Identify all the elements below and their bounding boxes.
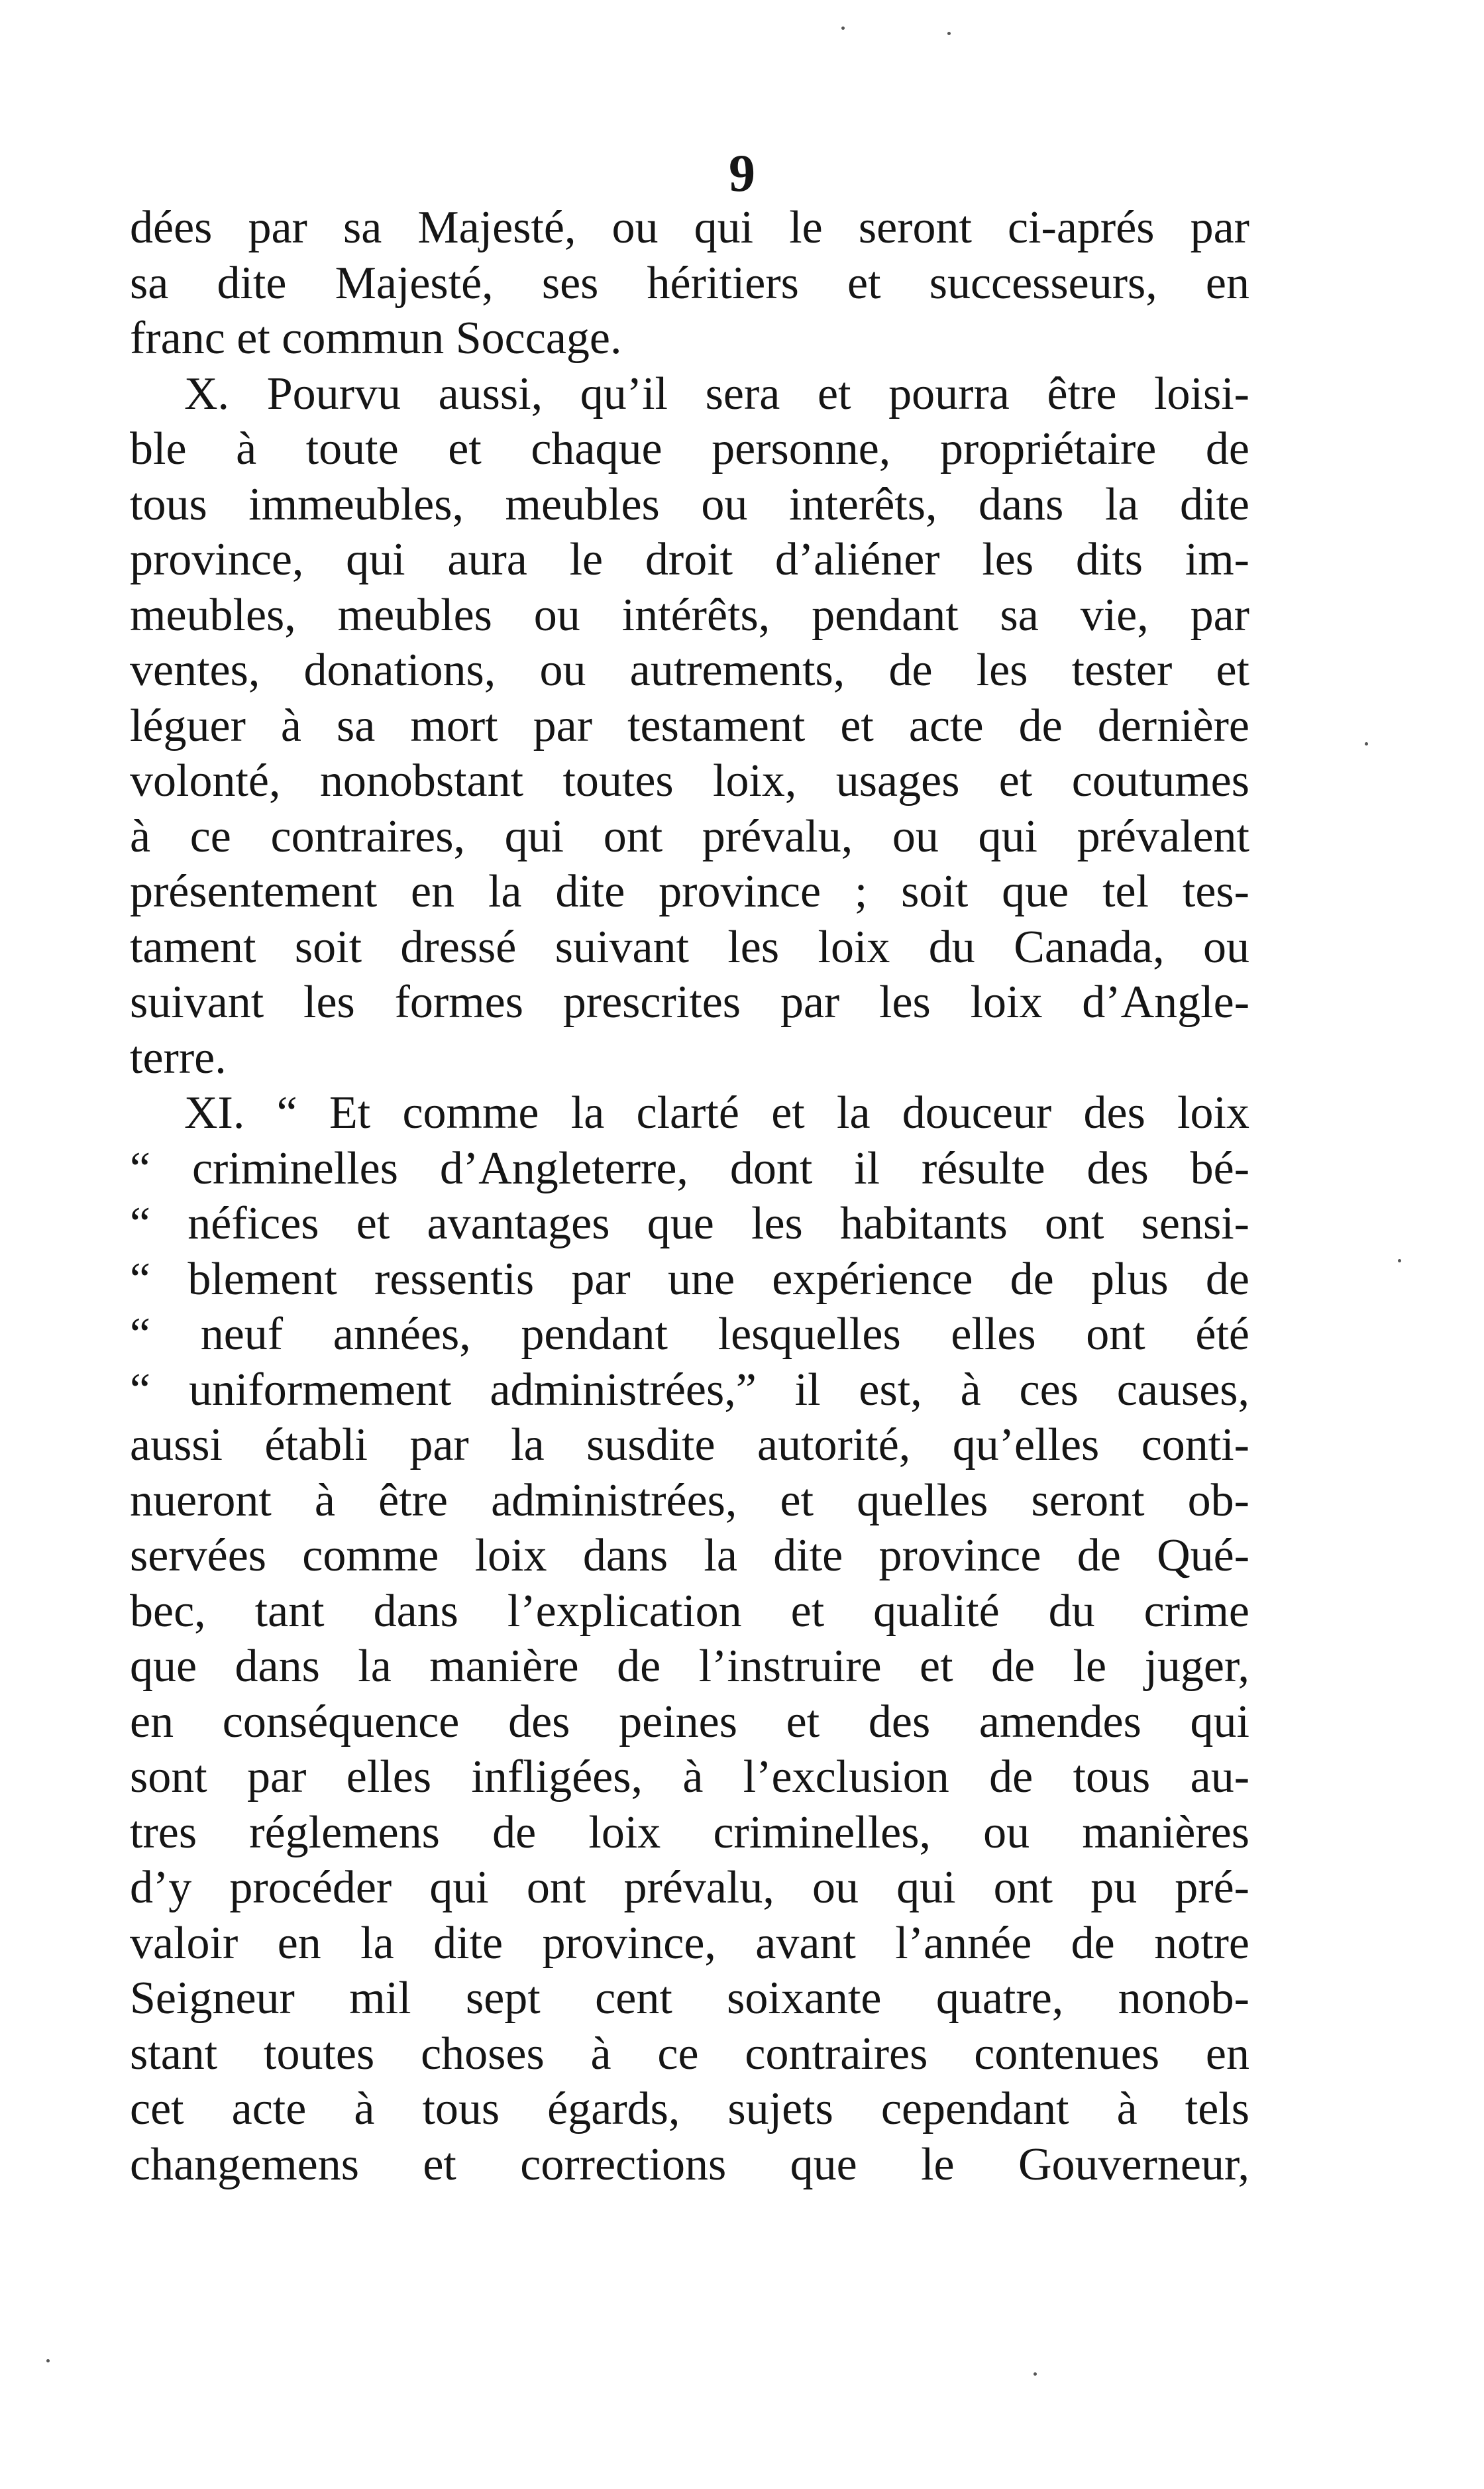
text-line: suivant les formes prescrites par les loix d’Angle- (130, 977, 1249, 1028)
text-line: volonté, nonobstant toutes loix, usages et coutumes (130, 755, 1249, 806)
text-line: “ criminelles d’Angleterre, dont il résulte des bé- (130, 1142, 1249, 1194)
text-line: tres réglemens de loix criminelles, ou manières (130, 1806, 1249, 1858)
scan-speck (841, 27, 845, 30)
text-line: bec, tant dans l’explication et qualité du crime (130, 1585, 1249, 1637)
text-line: sont par elles infligées, à l’exclusion de tous au- (130, 1751, 1249, 1802)
scan-speck (46, 2359, 50, 2362)
text-line: “ neuf années, pendant lesquelles elles ont été (130, 1309, 1249, 1360)
text-line: province, qui aura le droit d’aliéner les dits im- (130, 534, 1249, 585)
text-line: stant toutes choses à ce contraires contenues en (130, 2028, 1249, 2079)
text-line: XI. “ Et comme la clarté et la douceur des loix (184, 1087, 1249, 1138)
scan-speck (947, 32, 951, 35)
text-line: Seigneur mil sept cent soixante quatre, nonob- (130, 1973, 1249, 2024)
text-line: cet acte à tous égards, sujets cependant à tels (130, 2083, 1249, 2134)
text-line: “ blement ressentis par une expérience de plus de (130, 1253, 1249, 1305)
text-line: léguer à sa mort par testament et acte de dernière (130, 700, 1249, 751)
text-line: d’y procéder qui ont prévalu, ou qui ont pu pré- (130, 1862, 1249, 1913)
text-line: ventes, donations, ou autrements, de les tester et (130, 645, 1249, 696)
text-line: à ce contraires, qui ont prévalu, ou qui prévalent (130, 810, 1249, 862)
text-line: ble à toute et chaque personne, propriétaire de (130, 423, 1249, 474)
text-line: sa dite Majesté, ses héritiers et successeurs, en (130, 257, 1249, 309)
text-line: nueront à être administrées, et quelles seront ob- (130, 1474, 1249, 1526)
text-line: meubles, meubles ou intérêts, pendant sa vie, par (130, 589, 1249, 641)
text-line: “ uniformement administrées,” il est, à ces causes, (130, 1364, 1249, 1415)
text-line: en conséquence des peines et des amendes qui (130, 1696, 1249, 1747)
scan-speck (1398, 1259, 1401, 1262)
text-line: changemens et corrections que le Gouverneur, (130, 2138, 1249, 2190)
scan-speck (1365, 742, 1368, 746)
page-number: 9 (729, 144, 755, 203)
scan-speck (1034, 2372, 1037, 2376)
text-line: tous immeubles, meubles ou interêts, dans la dite (130, 478, 1249, 530)
text-line: servées comme loix dans la dite province de Qué- (130, 1530, 1249, 1581)
text-line: que dans la manière de l’instruire et de le juger, (130, 1641, 1249, 1692)
text-line: “ néfices et avantages que les habitants ont sensi- (130, 1198, 1249, 1249)
text-line: tament soit dressé suivant les loix du Canada, ou (130, 921, 1249, 973)
text-line: présentement en la dite province ; soit que tel tes- (130, 866, 1249, 917)
text-line: aussi établi par la susdite autorité, qu’elles conti- (130, 1419, 1249, 1470)
text-line: dées par sa Majesté, ou qui le seront ci-aprés par (130, 202, 1249, 253)
body-text (130, 200, 1249, 2192)
text-line: X. Pourvu aussi, qu’il sera et pourra être loisi- (184, 368, 1249, 419)
text-line: franc et commun Soccage. (130, 313, 622, 364)
text-line: valoir en la dite province, avant l’année de notre (130, 1917, 1249, 1969)
text-line: terre. (130, 1032, 227, 1083)
